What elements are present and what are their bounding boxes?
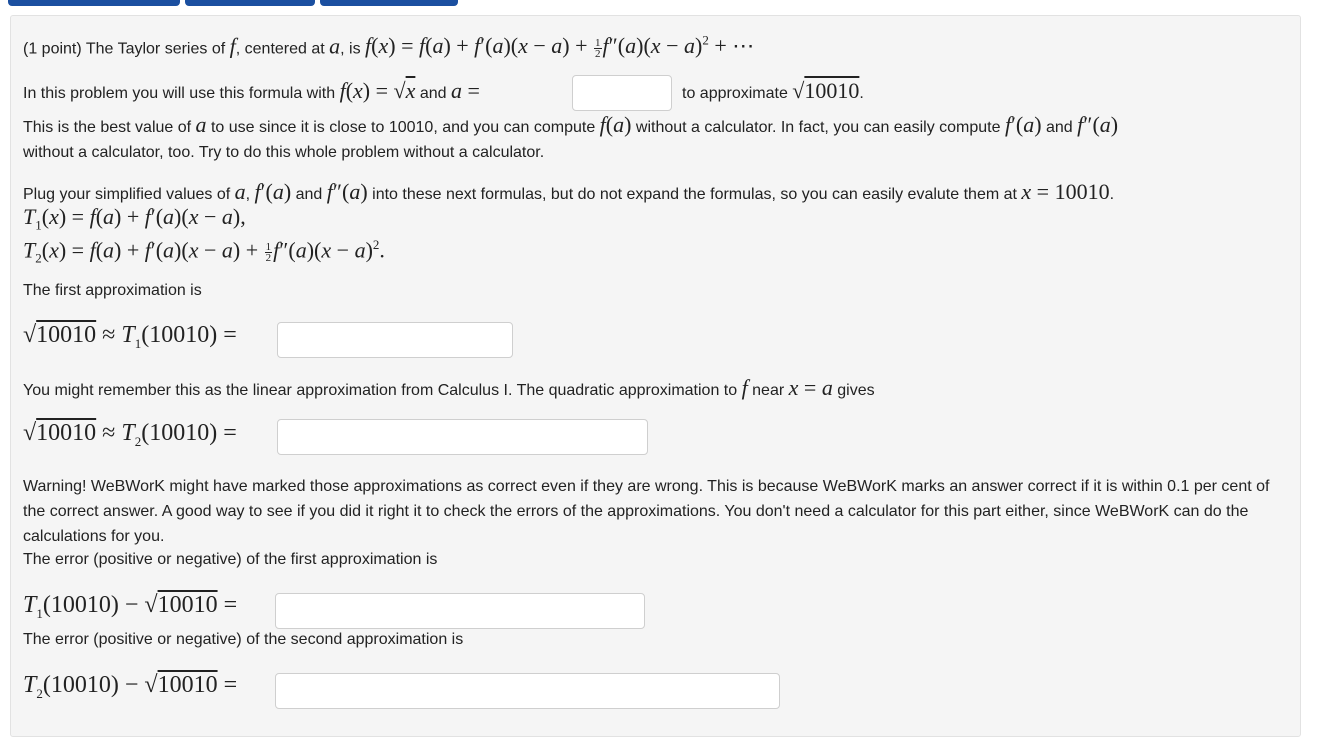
t2-expression: $√10010 \approx T_2(10010)$ = — [23, 420, 237, 449]
error2-label: The error (positive or negative) of the second approximation is — [23, 631, 464, 648]
error2-expression: $T_2(10010) - √10010$ = — [23, 672, 238, 701]
first-approx-label: The first approximation is — [23, 282, 202, 299]
intro-prefix: (1 point) The Taylor series of — [23, 40, 230, 58]
t1-answer-input[interactable] — [277, 322, 513, 358]
problem-panel — [10, 15, 1301, 737]
error1-label: The error (positive or negative) of the first approximation is — [23, 551, 438, 568]
t1-expression: $√10010 \approx T_1(10010)$ = — [23, 322, 237, 351]
a-value-input[interactable] — [572, 75, 672, 111]
t2-answer-input[interactable] — [277, 419, 648, 455]
approximate-target: to approximate √10010. — [682, 78, 864, 103]
nav-tab-3[interactable] — [320, 0, 458, 6]
t2-formula: $T_2(x) = f(a) + f'(a)(x - a)$ + $\frac{1}{2}$ $f''(a)(x - a)^2$. — [23, 237, 385, 266]
nav-tab-2[interactable] — [185, 0, 315, 6]
nav-tab-strip — [0, 0, 600, 8]
plug-instructions: Plug your simplified values of a, f′(a) and f″(a) into these next formulas, but do not expand the formulas, so you can easily evalute them at x = 10010. — [23, 179, 1115, 204]
warning-paragraph: Warning! WeBWorK might have marked those approximations as correct even if they are wrong. This is because WeBWorK marks an answer correct if it is within 0.1 per cent of the correct answer. A good way to see if you did it right it to check the errors of the approximations. You don't need a calculator for this part either, since WeBWorK can do the calculations for you. — [23, 478, 1270, 545]
formula-setup: In this problem you will use this formula with f(x) = √x and a = — [23, 78, 480, 103]
linear-approx-note: You might remember this as the linear approximation from Calculus I. The quadratic approximation to f near x = a gives — [23, 375, 875, 400]
taylor-formula: f(x) = f(a) + f′(a)(x − a) + $\frac{1}{2}$ $f''(a)(x - a)^2$ + ⋯ — [365, 33, 755, 60]
nav-tab-1[interactable] — [8, 0, 180, 6]
t1-formula: $T_1(x) = f(a) + f'(a)(x - a)$, — [23, 204, 246, 233]
taylor-series-intro: (1 point) The Taylor series of f, centered at a, is f(x) = f(a) + f′(a)(x − a) + $\frac{1}{2}$ $f''(a)(x - a)^2$ + ⋯ — [23, 33, 755, 60]
error1-expression: $T_1(10010) - √10010$ = — [23, 592, 238, 621]
error1-answer-input[interactable] — [275, 593, 645, 629]
error2-answer-input[interactable] — [275, 673, 780, 709]
best-value-paragraph: This is the best value of a to use since it is close to 10010, and you can compute f(a) without a calculator. In fact, you can easily compute f′(a) and f″(a) without a calculator, too. Try to do this whole problem without a calculator. — [23, 112, 1119, 161]
